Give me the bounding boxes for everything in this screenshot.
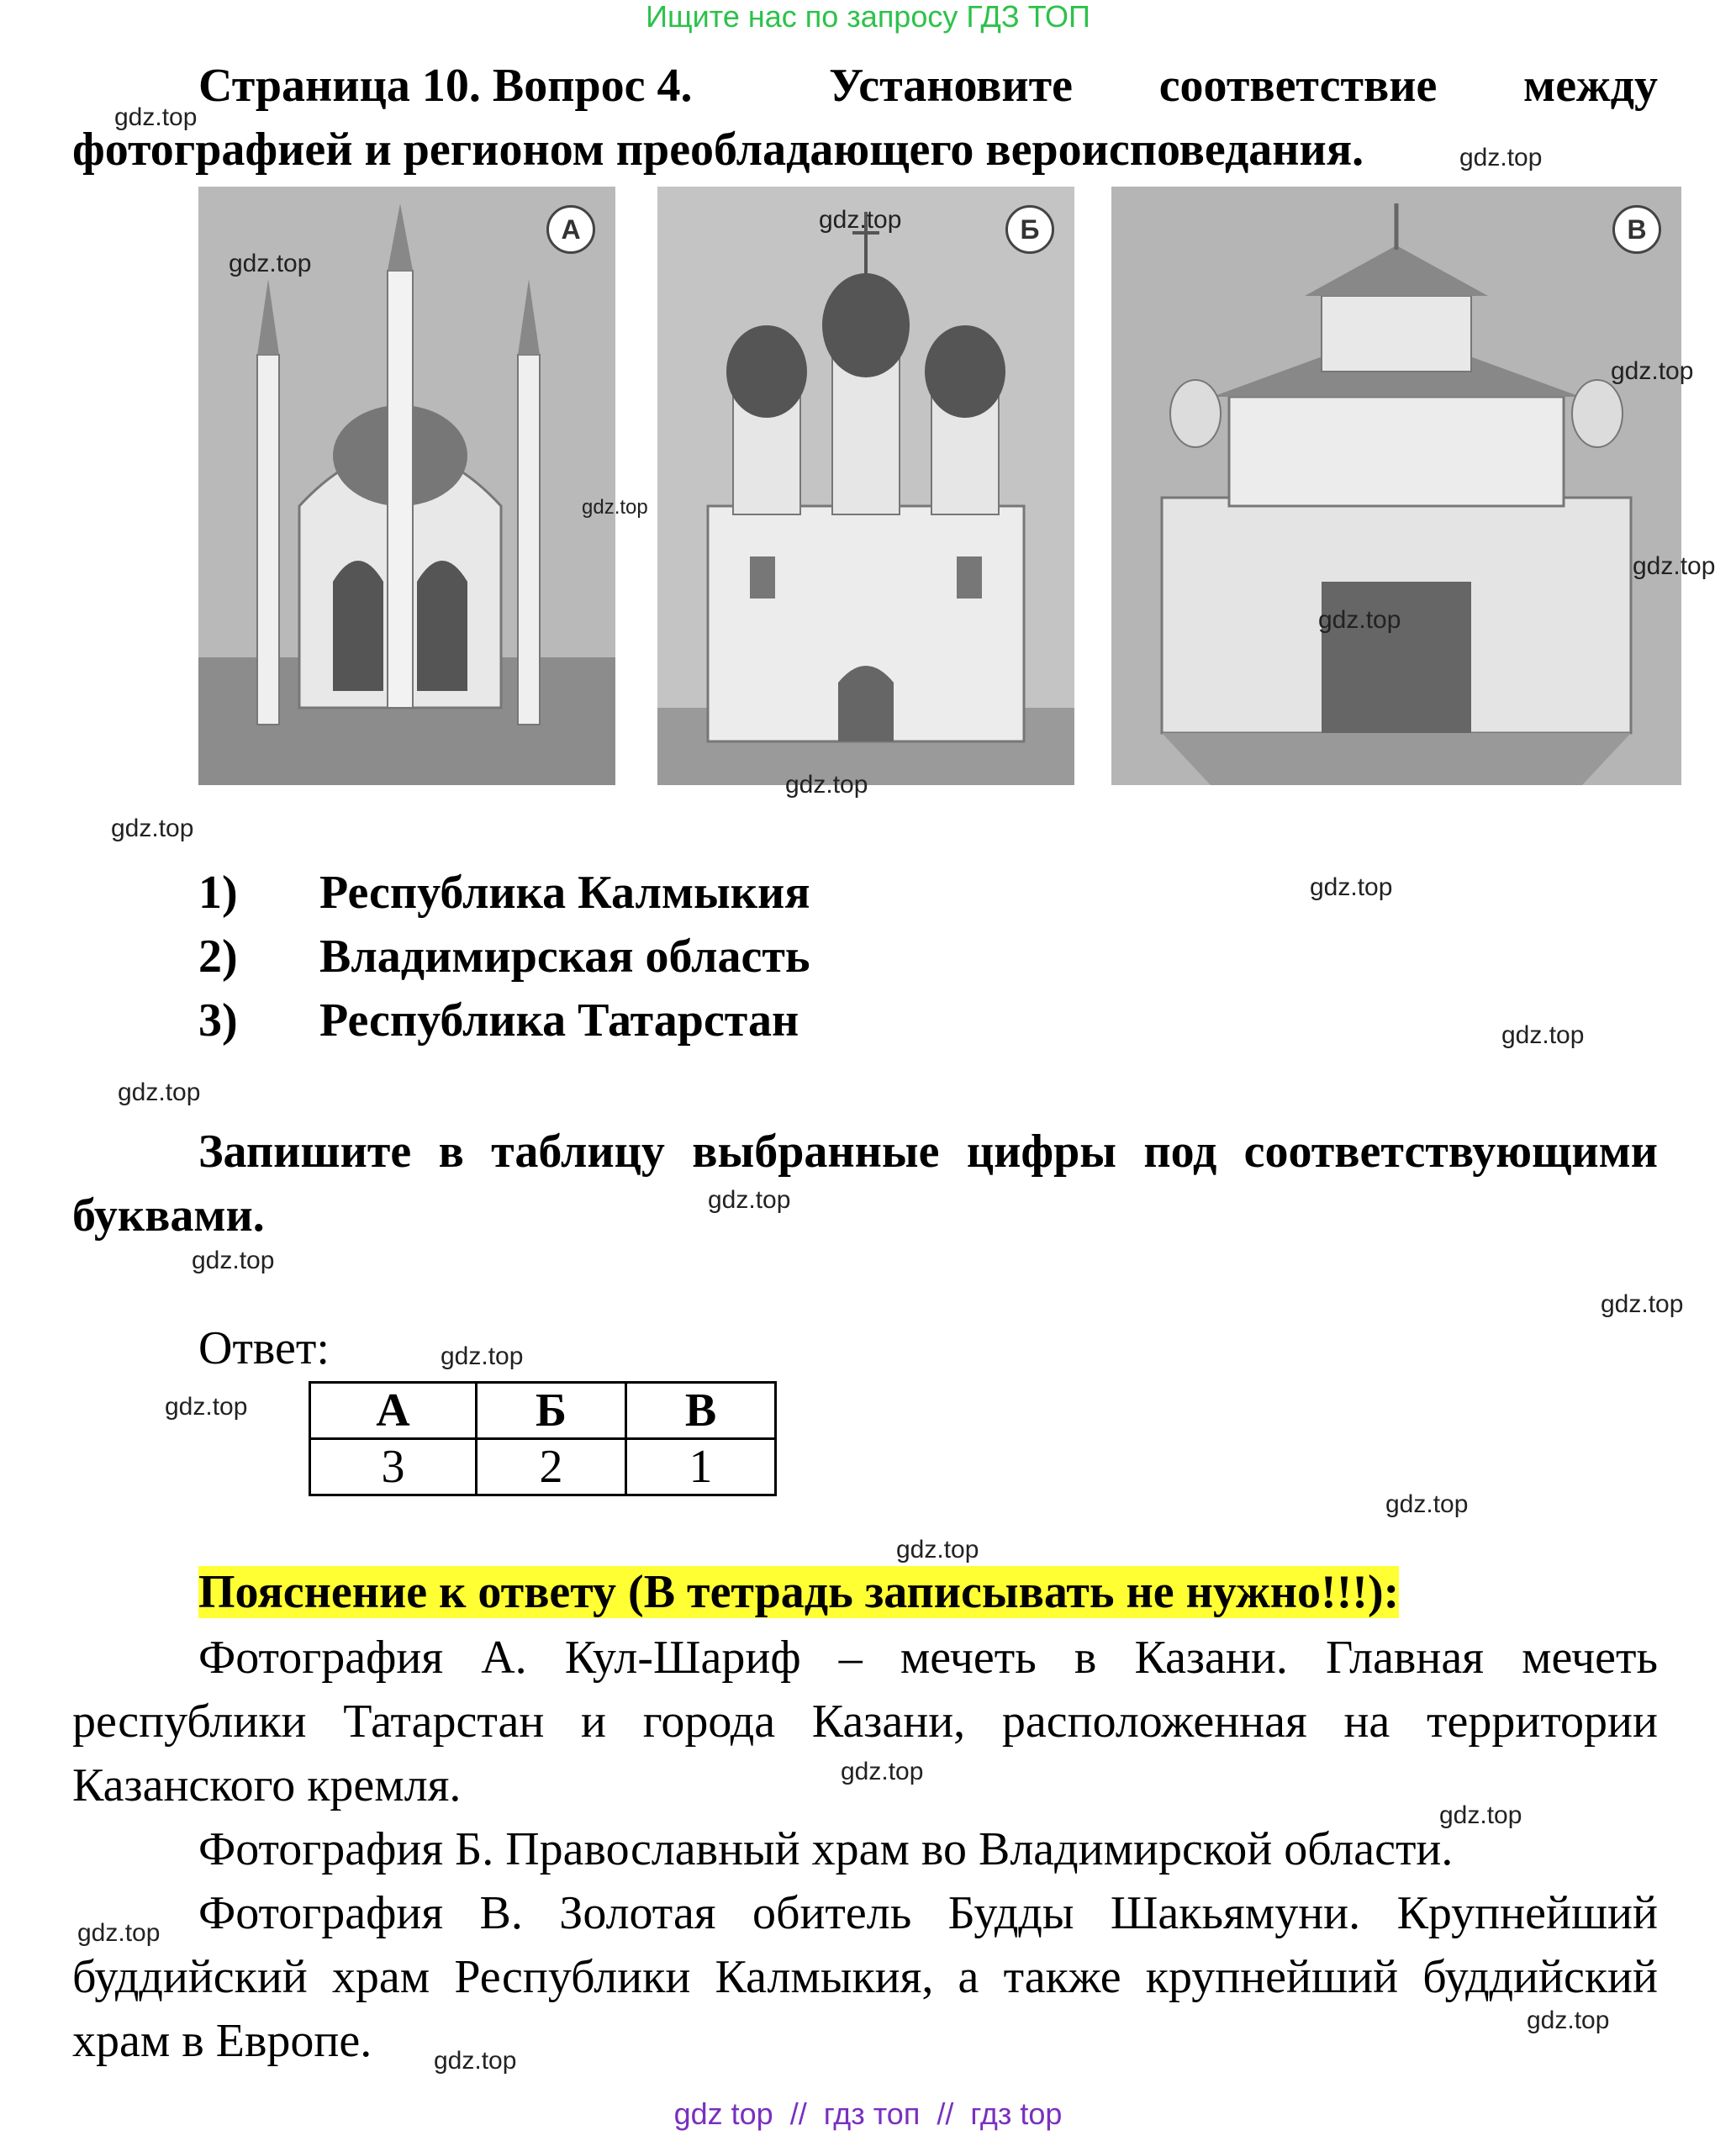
answer-header-a: А bbox=[310, 1383, 477, 1439]
answer-label: Ответ: bbox=[198, 1322, 330, 1374]
footer-links[interactable]: gdz top // гдз топ // гдз top bbox=[673, 2096, 1063, 2131]
watermark: gdz.top bbox=[114, 103, 198, 131]
watermark: gdz.top bbox=[1385, 1490, 1469, 1518]
watermark: gdz.top bbox=[1611, 357, 1694, 385]
option-2-text: Владимирская область bbox=[319, 931, 810, 983]
watermark: gdz.top bbox=[192, 1247, 275, 1274]
watermark: gdz.top bbox=[229, 250, 312, 277]
temple-illustration bbox=[1111, 187, 1681, 785]
watermark: gdz.top bbox=[582, 496, 648, 519]
watermark: gdz.top bbox=[1501, 1021, 1585, 1049]
answer-value-a: 3 bbox=[310, 1439, 477, 1495]
answer-value-c: 1 bbox=[626, 1439, 776, 1495]
church-illustration bbox=[657, 187, 1074, 785]
question-label: Страница 10. Вопрос 4. bbox=[198, 60, 693, 112]
option-3-text: Республика Татарстан bbox=[319, 994, 799, 1047]
option-3-num: 3) bbox=[198, 994, 238, 1047]
watermark: gdz.top bbox=[1633, 552, 1716, 580]
top-banner[interactable]: Ищите нас по запросу ГДЗ ТОП bbox=[646, 0, 1090, 34]
watermark: gdz.top bbox=[434, 2047, 517, 2075]
answer-table bbox=[309, 1381, 777, 1496]
answer-header-b: Б bbox=[477, 1383, 626, 1439]
watermark: gdz.top bbox=[841, 1758, 924, 1785]
question-line1 bbox=[198, 54, 1658, 118]
instruction-line2: буквами. bbox=[72, 1189, 265, 1242]
watermark: gdz.top bbox=[1527, 2007, 1610, 2034]
question-word-1: Установите bbox=[829, 60, 1073, 112]
watermark: gdz.top bbox=[1459, 144, 1543, 171]
watermark: gdz.top bbox=[441, 1342, 524, 1370]
photo-church bbox=[657, 187, 1074, 785]
question-word-2: соответствие bbox=[1158, 60, 1438, 112]
answer-header-c: В bbox=[626, 1383, 776, 1439]
option-2-num: 2) bbox=[198, 931, 238, 983]
explanation-p3: Фотография В. Золотая обитель Будды Шакьямуни. Крупнейший буддийский храм Республики Калмыкия, а также крупнейший буддийский храм в Европе. bbox=[72, 1887, 1658, 2067]
question-word-3: между bbox=[1523, 60, 1658, 112]
option-1-text: Республика Калмыкия bbox=[319, 867, 810, 919]
photo-label-a: А bbox=[546, 205, 595, 254]
watermark: gdz.top bbox=[1601, 1290, 1684, 1318]
option-2 bbox=[198, 925, 810, 989]
watermark: gdz.top bbox=[1318, 606, 1401, 634]
watermark: gdz.top bbox=[77, 1919, 161, 1947]
answer-value-row bbox=[310, 1439, 776, 1495]
watermark: gdz.top bbox=[708, 1186, 791, 1214]
photo-label-b: Б bbox=[1005, 205, 1054, 254]
instruction-line1: Запишите в таблицу выбранные цифры под соответствующими bbox=[198, 1126, 1658, 1178]
watermark: gdz.top bbox=[896, 1536, 979, 1564]
watermark: gdz.top bbox=[118, 1078, 201, 1106]
option-3 bbox=[198, 989, 799, 1052]
explanation-p2: Фотография Б. Православный храм во Владимирской области. bbox=[198, 1823, 1454, 1875]
photo-temple bbox=[1111, 187, 1681, 785]
watermark: gdz.top bbox=[785, 771, 868, 799]
watermark: gdz.top bbox=[819, 206, 902, 234]
explanation-title bbox=[198, 1560, 1399, 1624]
explanation-p1: Фотография А. Кул-Шариф – мечеть в Казани. Главная мечеть республики Татарстан и города Казани, расположенная на территории Казанского кремля. bbox=[72, 1632, 1658, 1811]
watermark: gdz.top bbox=[165, 1393, 248, 1421]
option-1-num: 1) bbox=[198, 867, 238, 919]
explanation-title-text: Пояснение к ответу (В тетрадь записывать не нужно!!!): bbox=[198, 1566, 1400, 1618]
answer-header-row bbox=[310, 1383, 776, 1439]
option-1 bbox=[198, 861, 810, 925]
watermark: gdz.top bbox=[1439, 1801, 1522, 1829]
answer-value-b: 2 bbox=[477, 1439, 626, 1495]
photo-label-c: В bbox=[1612, 205, 1661, 254]
watermark: gdz.top bbox=[1310, 873, 1393, 901]
watermark: gdz.top bbox=[111, 815, 194, 842]
question-line2: фотографией и регионом преобладающего вероисповедания. bbox=[72, 124, 1364, 176]
